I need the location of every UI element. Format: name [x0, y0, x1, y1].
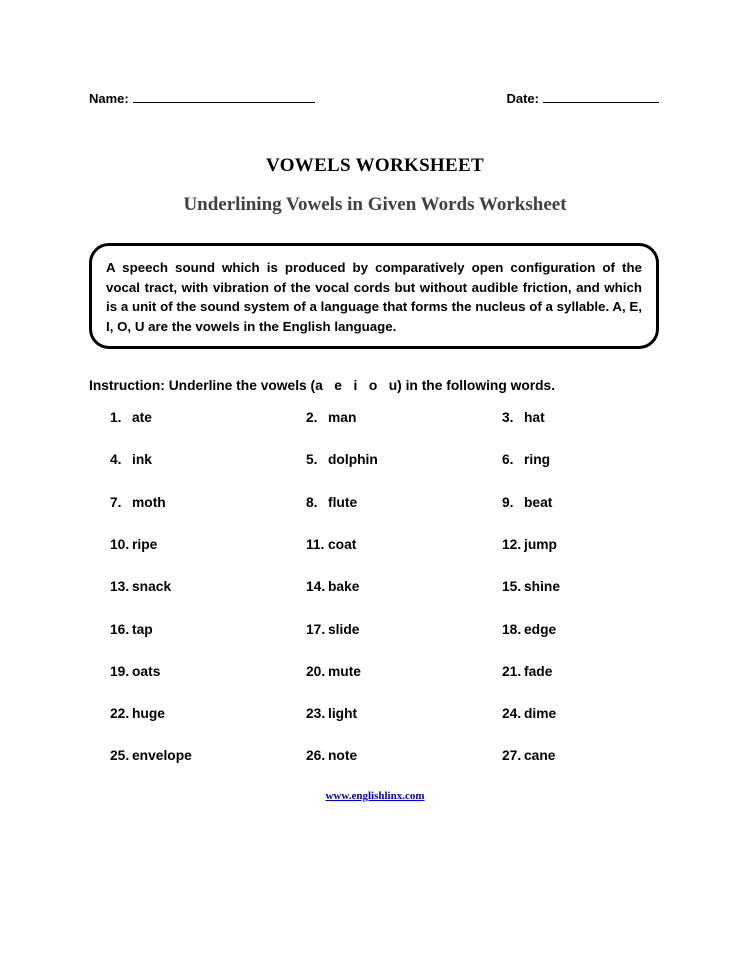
word-number: 10.: [110, 536, 130, 552]
word-text[interactable]: edge: [524, 621, 557, 637]
word-text[interactable]: hat: [524, 410, 545, 425]
word-item[interactable]: [306, 410, 356, 425]
definition-text: A speech sound which is produced by comparatively open configuration of the vocal tract, with vibration of the vocal cords but without audible friction, and which is a unit of the sound system of a language that forms the nucleus of a syllable. A, E, I, O, U are the vowels in the English language.: [106, 260, 642, 334]
word-number: 17.: [306, 621, 326, 637]
word-text[interactable]: bake: [328, 579, 360, 595]
word-item[interactable]: [306, 622, 359, 637]
word-number: 27.: [502, 748, 522, 764]
word-text[interactable]: cane: [524, 748, 556, 764]
word-text[interactable]: fade: [524, 663, 553, 679]
word-number: 16.: [110, 621, 130, 637]
word-number: 22.: [110, 706, 130, 722]
word-number: 23.: [306, 706, 326, 722]
word-number: 19.: [110, 663, 130, 679]
name-label: Name:: [89, 91, 129, 106]
word-text[interactable]: huge: [132, 706, 165, 722]
word-item[interactable]: [502, 495, 552, 510]
word-text[interactable]: beat: [524, 494, 553, 510]
word-number: 14.: [306, 579, 326, 595]
word-item[interactable]: [110, 537, 157, 552]
date-label: Date:: [506, 91, 539, 106]
word-number: 2.: [306, 410, 318, 425]
word-text[interactable]: ripe: [132, 536, 158, 552]
name-field: [89, 90, 315, 106]
word-number: 9.: [502, 494, 514, 510]
word-text[interactable]: snack: [132, 579, 172, 595]
word-item[interactable]: [502, 748, 555, 763]
word-number: 20.: [306, 663, 326, 679]
footer-website-link[interactable]: www.englishlinx.com: [325, 790, 425, 802]
word-item[interactable]: [110, 495, 166, 510]
word-number: 6.: [502, 452, 514, 468]
word-number: 26.: [306, 748, 326, 764]
word-text[interactable]: oats: [132, 663, 161, 679]
word-item[interactable]: [502, 664, 552, 679]
word-item[interactable]: [306, 748, 357, 763]
word-item[interactable]: [110, 664, 160, 679]
word-item[interactable]: [502, 452, 550, 467]
word-text[interactable]: shine: [524, 579, 561, 595]
word-text[interactable]: man: [328, 410, 357, 425]
word-item[interactable]: [502, 410, 545, 425]
word-item[interactable]: [306, 452, 378, 467]
word-number: 5.: [306, 452, 318, 468]
word-number: 8.: [306, 494, 318, 510]
word-number: 7.: [110, 494, 122, 510]
word-number: 21.: [502, 663, 522, 679]
word-number: 25.: [110, 748, 130, 764]
instruction-text: Instruction: Underline the vowels (a e i o u) in the following words.: [89, 378, 556, 393]
word-item[interactable]: [110, 706, 165, 721]
date-blank-line[interactable]: [543, 90, 659, 103]
word-number: 4.: [110, 452, 122, 468]
word-item[interactable]: [110, 579, 171, 594]
word-number: 11.: [306, 536, 325, 552]
word-text[interactable]: jump: [524, 536, 557, 552]
word-number: 18.: [502, 621, 522, 637]
word-text[interactable]: coat: [328, 536, 357, 552]
word-text[interactable]: tap: [132, 621, 153, 637]
worksheet-title: VOWELS WORKSHEET: [266, 155, 484, 176]
word-item[interactable]: [110, 748, 192, 763]
worksheet-subtitle: Underlining Vowels in Given Words Worksheet: [183, 194, 567, 215]
word-number: 24.: [502, 706, 522, 722]
word-item[interactable]: [306, 579, 359, 594]
word-item[interactable]: [306, 706, 357, 721]
word-number: 15.: [502, 579, 522, 595]
word-text[interactable]: flute: [328, 494, 358, 510]
date-field: [506, 90, 659, 106]
word-number: 13.: [110, 579, 130, 595]
word-number: 3.: [502, 410, 514, 425]
word-text[interactable]: moth: [132, 494, 166, 510]
word-text[interactable]: dolphin: [328, 452, 378, 468]
word-item[interactable]: [306, 537, 356, 552]
name-blank-line[interactable]: [133, 90, 315, 103]
word-number: 1.: [110, 410, 122, 425]
word-text[interactable]: ink: [132, 452, 152, 468]
word-item[interactable]: [110, 452, 152, 467]
word-text[interactable]: light: [328, 706, 358, 722]
word-text[interactable]: ring: [524, 452, 551, 468]
word-item[interactable]: [306, 664, 361, 679]
word-item[interactable]: [502, 537, 557, 552]
word-item[interactable]: [110, 410, 152, 425]
word-item[interactable]: [110, 622, 153, 637]
word-text[interactable]: dime: [524, 706, 557, 722]
word-text[interactable]: envelope: [132, 748, 192, 764]
word-item[interactable]: [502, 622, 556, 637]
word-item[interactable]: [306, 495, 357, 510]
header-row: [89, 90, 659, 110]
word-text[interactable]: slide: [328, 621, 360, 637]
word-item[interactable]: [502, 579, 560, 594]
word-text[interactable]: ate: [132, 410, 152, 425]
word-item[interactable]: [502, 706, 556, 721]
word-text[interactable]: mute: [328, 663, 361, 679]
word-number: 12.: [502, 536, 522, 552]
definition-box: [89, 243, 659, 349]
word-text[interactable]: note: [328, 748, 358, 764]
